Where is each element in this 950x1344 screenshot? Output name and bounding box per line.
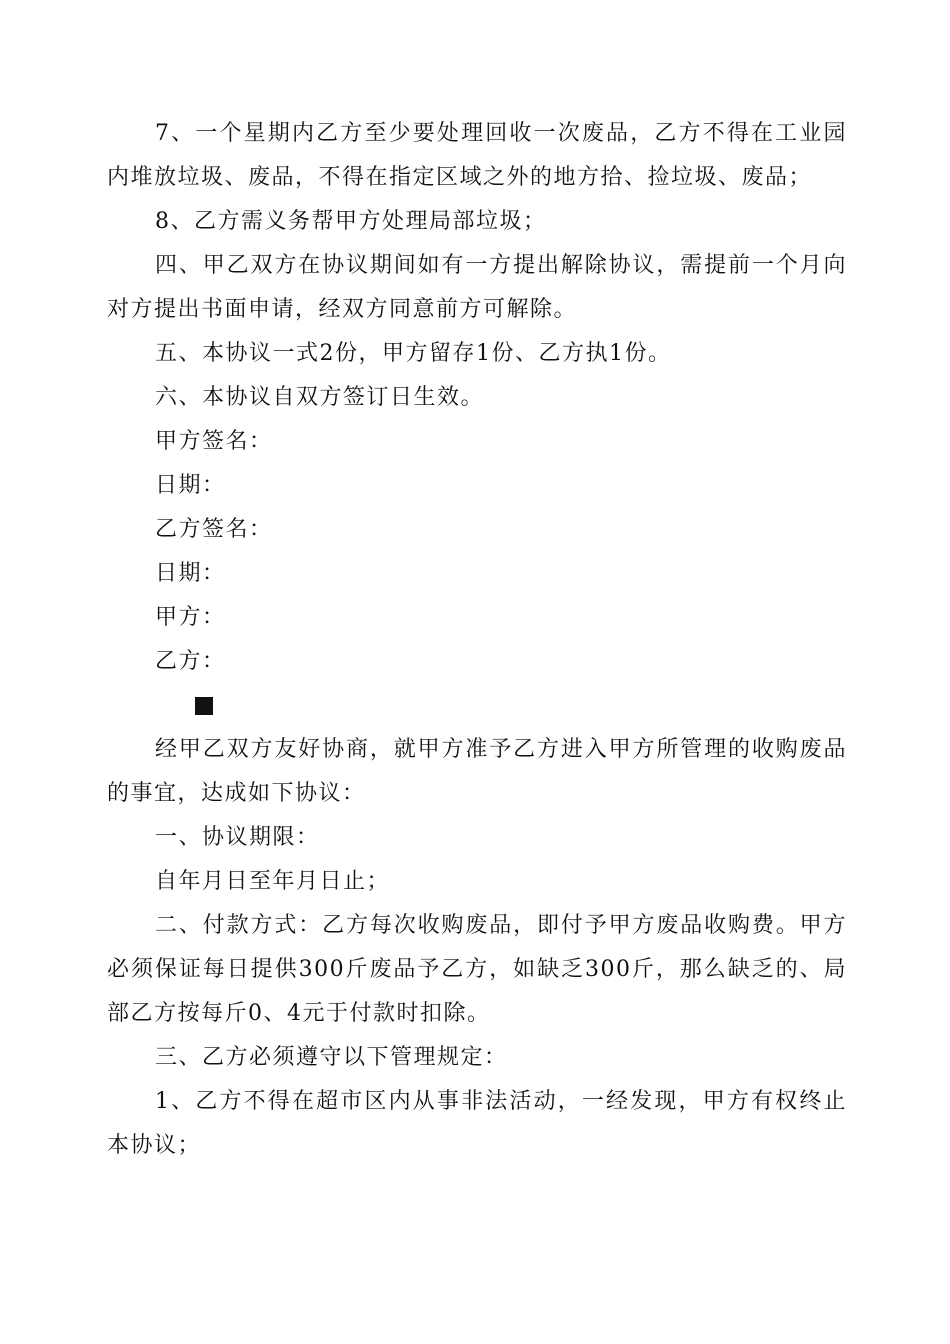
party-b-date: 日期： — [155, 561, 226, 586]
section-6: 六、本协议自双方签订日生效。 — [155, 385, 485, 410]
section-5: 五、本协议一式2份，甲方留存1份、乙方执1份。 — [155, 341, 672, 366]
document-body — [107, 112, 847, 1168]
party-a-date: 日期： — [155, 473, 226, 498]
section-4: 四、甲乙双方在协议期间如有一方提出解除协议，需提前一个月向对方提出书面申请，经双方同意前方可解除。 — [107, 253, 847, 322]
clause-8: 8、乙方需义务帮甲方处理局部垃圾； — [155, 209, 547, 234]
term-heading: 一、协议期限： — [155, 825, 320, 850]
payment-clause: 二、付款方式：乙方每次收购废品，即付予甲方废品收购费。甲方必须保证每日提供300斤废品予乙方，如缺乏300斤，那么缺乏的、局部乙方按每斤0、4元于付款时扣除。 — [107, 913, 847, 1026]
agreement-intro: 经甲乙双方友好协商，就甲方准予乙方进入甲方所管理的收购废品的事宜，达成如下协议： — [107, 737, 847, 806]
black-square-icon — [195, 697, 213, 715]
party-b-label: 乙方： — [155, 649, 226, 674]
section-separator — [107, 684, 847, 728]
term-text: 自年月日至年月日止； — [155, 869, 391, 894]
party-a-label: 甲方： — [155, 605, 226, 630]
party-a-signature: 甲方签名： — [155, 429, 273, 454]
rules-heading: 三、乙方必须遵守以下管理规定： — [155, 1045, 508, 1070]
rule-1: 1、乙方不得在超市区内从事非法活动，一经发现，甲方有权终止本协议； — [107, 1089, 847, 1158]
clause-7: 7、一个星期内乙方至少要处理回收一次废品，乙方不得在工业园内堆放垃圾、废品，不得在指定区域之外的地方拾、捡垃圾、废品； — [107, 121, 847, 190]
party-b-signature: 乙方签名： — [155, 517, 273, 542]
